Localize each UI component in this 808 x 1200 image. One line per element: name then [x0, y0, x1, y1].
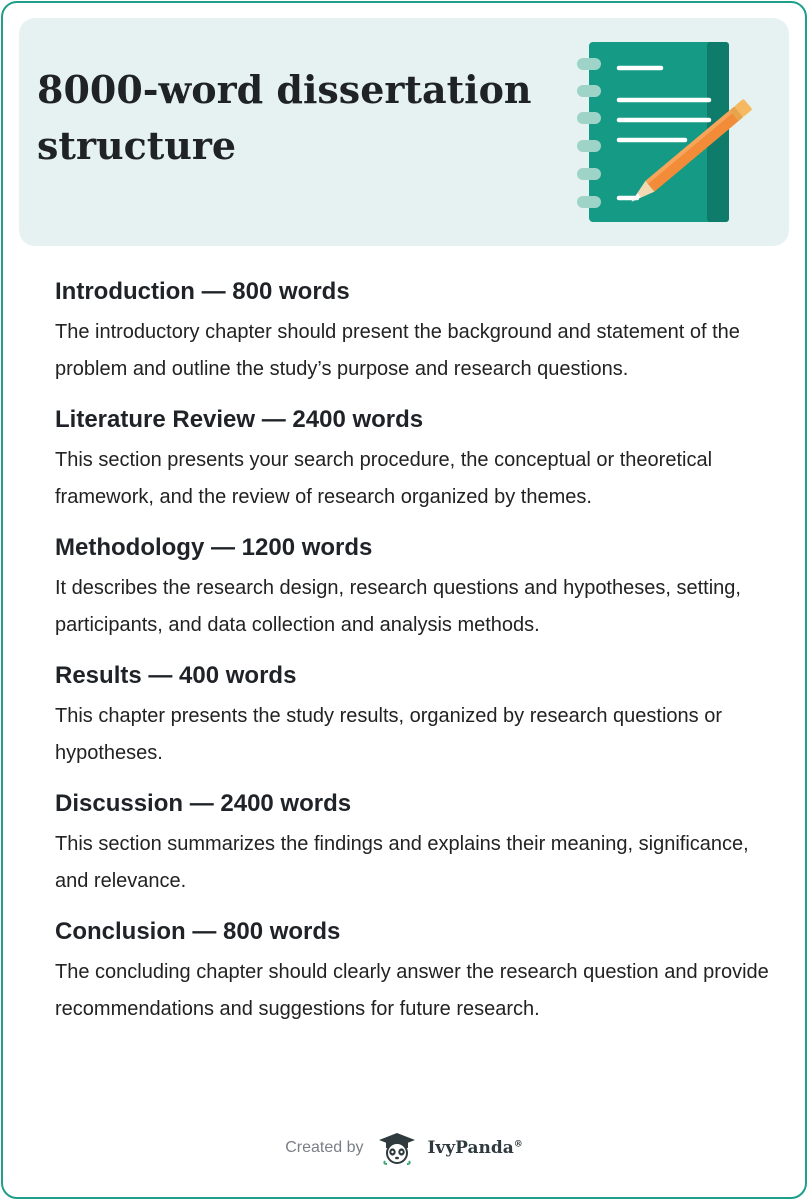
section-heading: Introduction — 800 words — [55, 278, 350, 305]
section-results — [55, 660, 775, 772]
section-heading: Conclusion — 800 words — [55, 918, 341, 945]
section-text: This section presents your search procedure, the conceptual or theoretical framework, and the review of research organized by themes. — [55, 449, 713, 508]
brand-name: IvyPanda® — [427, 1138, 523, 1158]
sections-list — [55, 276, 775, 1028]
footer-credit — [0, 1128, 808, 1168]
created-by-label: Created by — [285, 1139, 364, 1156]
section-heading: Discussion — 2400 words — [55, 790, 352, 817]
section-text: The introductory chapter should present the background and statement of the problem and outline the study’s purpose and research questions. — [55, 321, 740, 380]
page-title: 8000-word dissertation structure — [37, 67, 532, 168]
notebook-with-pencil-icon — [555, 30, 770, 230]
section-heading: Literature Review — 2400 words — [55, 406, 424, 433]
section-literature-review — [55, 404, 775, 516]
section-methodology — [55, 532, 775, 644]
section-conclusion — [55, 916, 775, 1028]
section-introduction — [55, 276, 775, 388]
section-discussion — [55, 788, 775, 900]
section-heading: Results — 400 words — [55, 662, 297, 689]
section-text: The concluding chapter should clearly answer the research question and provide recommendations and suggestions for future research. — [55, 961, 769, 1020]
section-text: This chapter presents the study results, organized by research questions or hypotheses. — [55, 705, 723, 764]
ivypanda-logo — [377, 1131, 417, 1165]
section-heading: Methodology — 1200 words — [55, 534, 373, 561]
section-text: It describes the research design, research questions and hypotheses, setting, participants, and data collection and analysis methods. — [55, 577, 741, 636]
section-text: This section summarizes the findings and explains their meaning, significance, and relevance. — [55, 833, 749, 892]
